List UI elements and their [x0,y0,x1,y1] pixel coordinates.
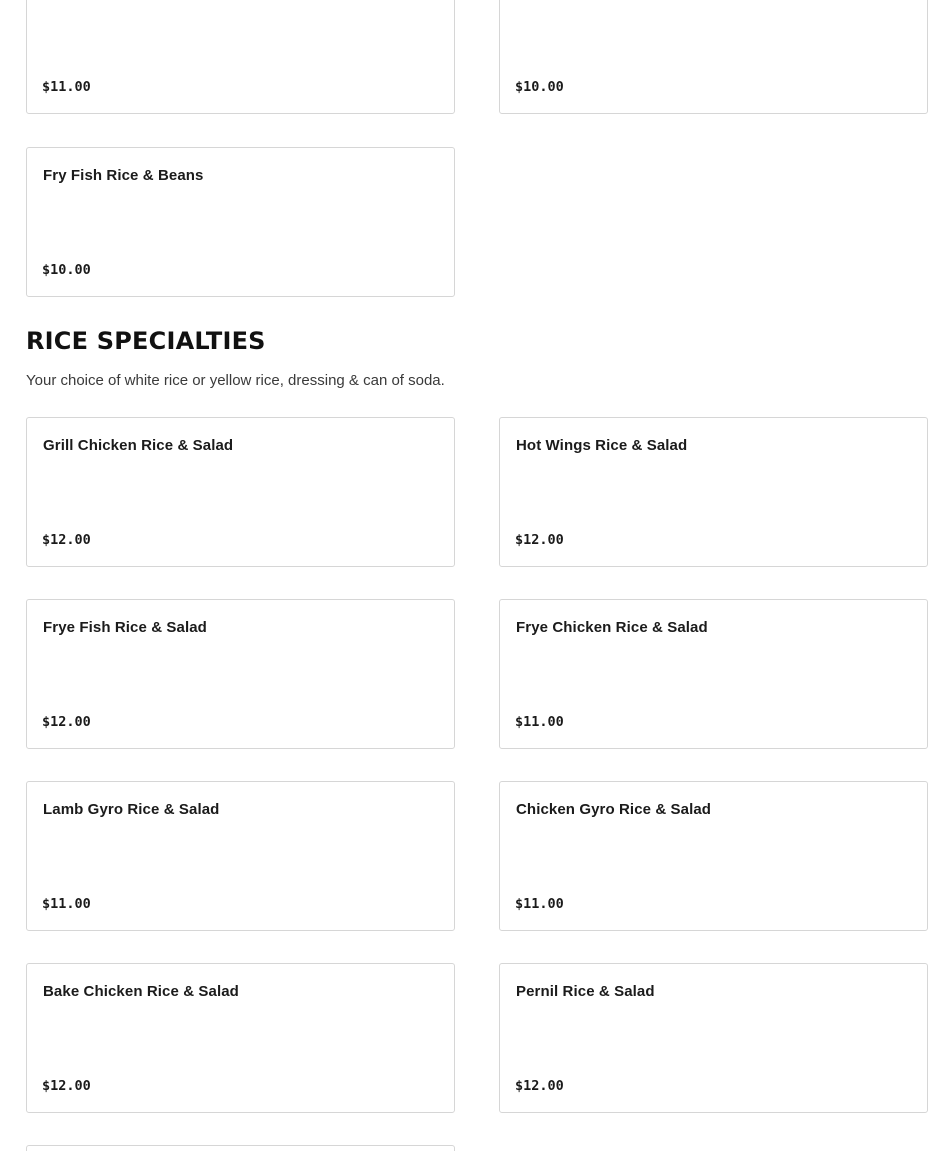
menu-item-price: $11.00 [42,79,91,95]
menu-item-price: $11.00 [515,714,564,730]
menu-item-name: Bake Chicken Rice & Salad [43,983,239,1000]
menu-item-card[interactable] [499,599,928,749]
menu-item-card[interactable] [26,781,455,931]
menu-item-price: $12.00 [515,532,564,548]
menu-item-card[interactable] [26,599,455,749]
menu-item-card[interactable] [26,963,455,1113]
menu-item-card[interactable] [499,417,928,567]
menu-item-price: $11.00 [515,896,564,912]
menu-item-card[interactable] [26,417,455,567]
menu-item-name: Frye Chicken Rice & Salad [516,619,708,636]
menu-item-price: $12.00 [42,532,91,548]
section-title: RICE SPECIALTIES [26,327,266,355]
menu-item-name: Fry Fish Rice & Beans [43,167,204,184]
menu-item-name: Pernil Rice & Salad [516,983,655,1000]
menu-item-card[interactable] [26,1145,455,1151]
menu-item-card[interactable] [26,147,455,297]
menu-item-price: $12.00 [42,1078,91,1094]
menu-item-name: Lamb Gyro Rice & Salad [43,801,220,818]
menu-item-price: $10.00 [42,262,91,278]
menu-item-price: $12.00 [42,714,91,730]
menu-item-name: Frye Fish Rice & Salad [43,619,207,636]
section-description: Your choice of white rice or yellow rice, dressing & can of soda. [26,372,445,389]
menu-item-card[interactable] [499,781,928,931]
menu-item-price: $12.00 [515,1078,564,1094]
menu-item-name: Grill Chicken Rice & Salad [43,437,234,454]
menu-item-card[interactable] [499,0,928,114]
menu-item-card[interactable] [499,963,928,1113]
menu-item-card[interactable] [26,0,455,114]
menu-item-price: $11.00 [42,896,91,912]
menu-item-name: Chicken Gyro Rice & Salad [516,801,712,818]
menu-item-price: $10.00 [515,79,564,95]
menu-item-name: Hot Wings Rice & Salad [516,437,688,454]
